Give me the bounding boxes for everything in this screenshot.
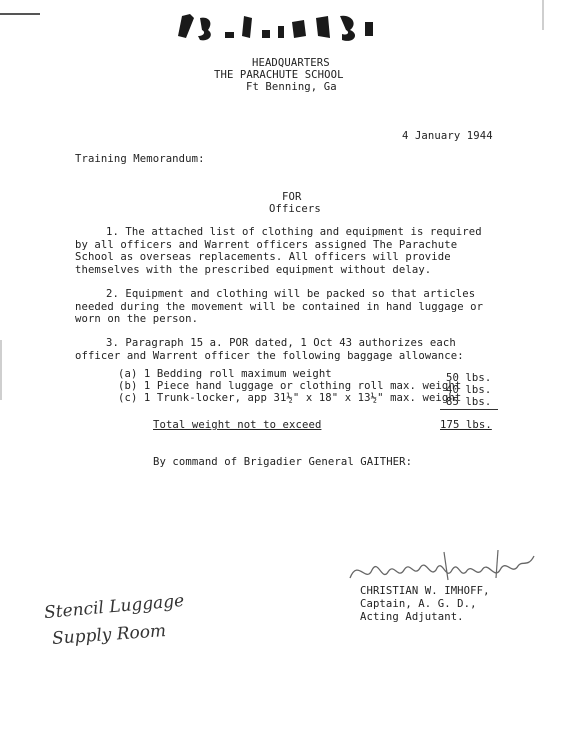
allowance-item-b-label: (b) 1 Piece hand luggage or clothing roll max. weight [118,380,462,392]
command-line: By command of Brigadier General GAITHER: [153,456,413,468]
handwritten-note-line1: Stencil Luggage [43,590,185,624]
handwritten-note-line2: Supply Room [51,621,167,649]
allowance-item-a-label: (a) 1 Bedding roll maximum weight [118,368,332,380]
header-headquarters: HEADQUARTERS [252,57,330,69]
subject-officers: Officers [269,203,321,215]
allowance-item-c-label: (c) 1 Trunk-locker, app 31½" x 18" x 13½" max. weight [118,392,462,404]
total-weight: 175 lbs. [440,419,492,431]
allowance-item-a-weight: 50 lbs. [446,372,492,384]
memo-type: Training Memorandum: [75,153,205,165]
header-school-name: THE PARACHUTE SCHOOL [214,69,344,81]
scan-mark-right [542,0,544,30]
total-rule [440,409,498,410]
scan-mark-left [0,340,2,400]
signer-rank: Captain, A. G. D., [360,598,477,610]
total-label: Total weight not to exceed [153,419,322,431]
paragraph-2: 2. Equipment and clothing will be packed so that articles needed during the movement will be contained in hand luggage or worn on the person. [75,288,484,326]
scan-mark-top-left [0,13,40,15]
allowance-item-c-weight: 85 lbs. [446,396,492,408]
allowance-item-b-weight: 40 lbs. [446,384,492,396]
memo-date: 4 January 1944 [402,130,493,142]
signer-name: CHRISTIAN W. IMHOFF, [360,585,490,597]
subject-for: FOR [282,191,302,203]
paragraph-3: 3. Paragraph 15 a. POR dated, 1 Oct 43 authorizes each officer and Warrent officer the following baggage allowance: [75,337,464,362]
paragraph-1: 1. The attached list of clothing and equipment is required by all officers and Warrent officers assigned The Parachute School as overseas replacements. All officers will provide themselves with the prescribed equipment without delay. [75,226,482,276]
signature-image [348,548,538,588]
signer-title: Acting Adjutant. [360,611,464,623]
ink-stamp-image [170,8,380,46]
header-location: Ft Benning, Ga [246,81,337,93]
